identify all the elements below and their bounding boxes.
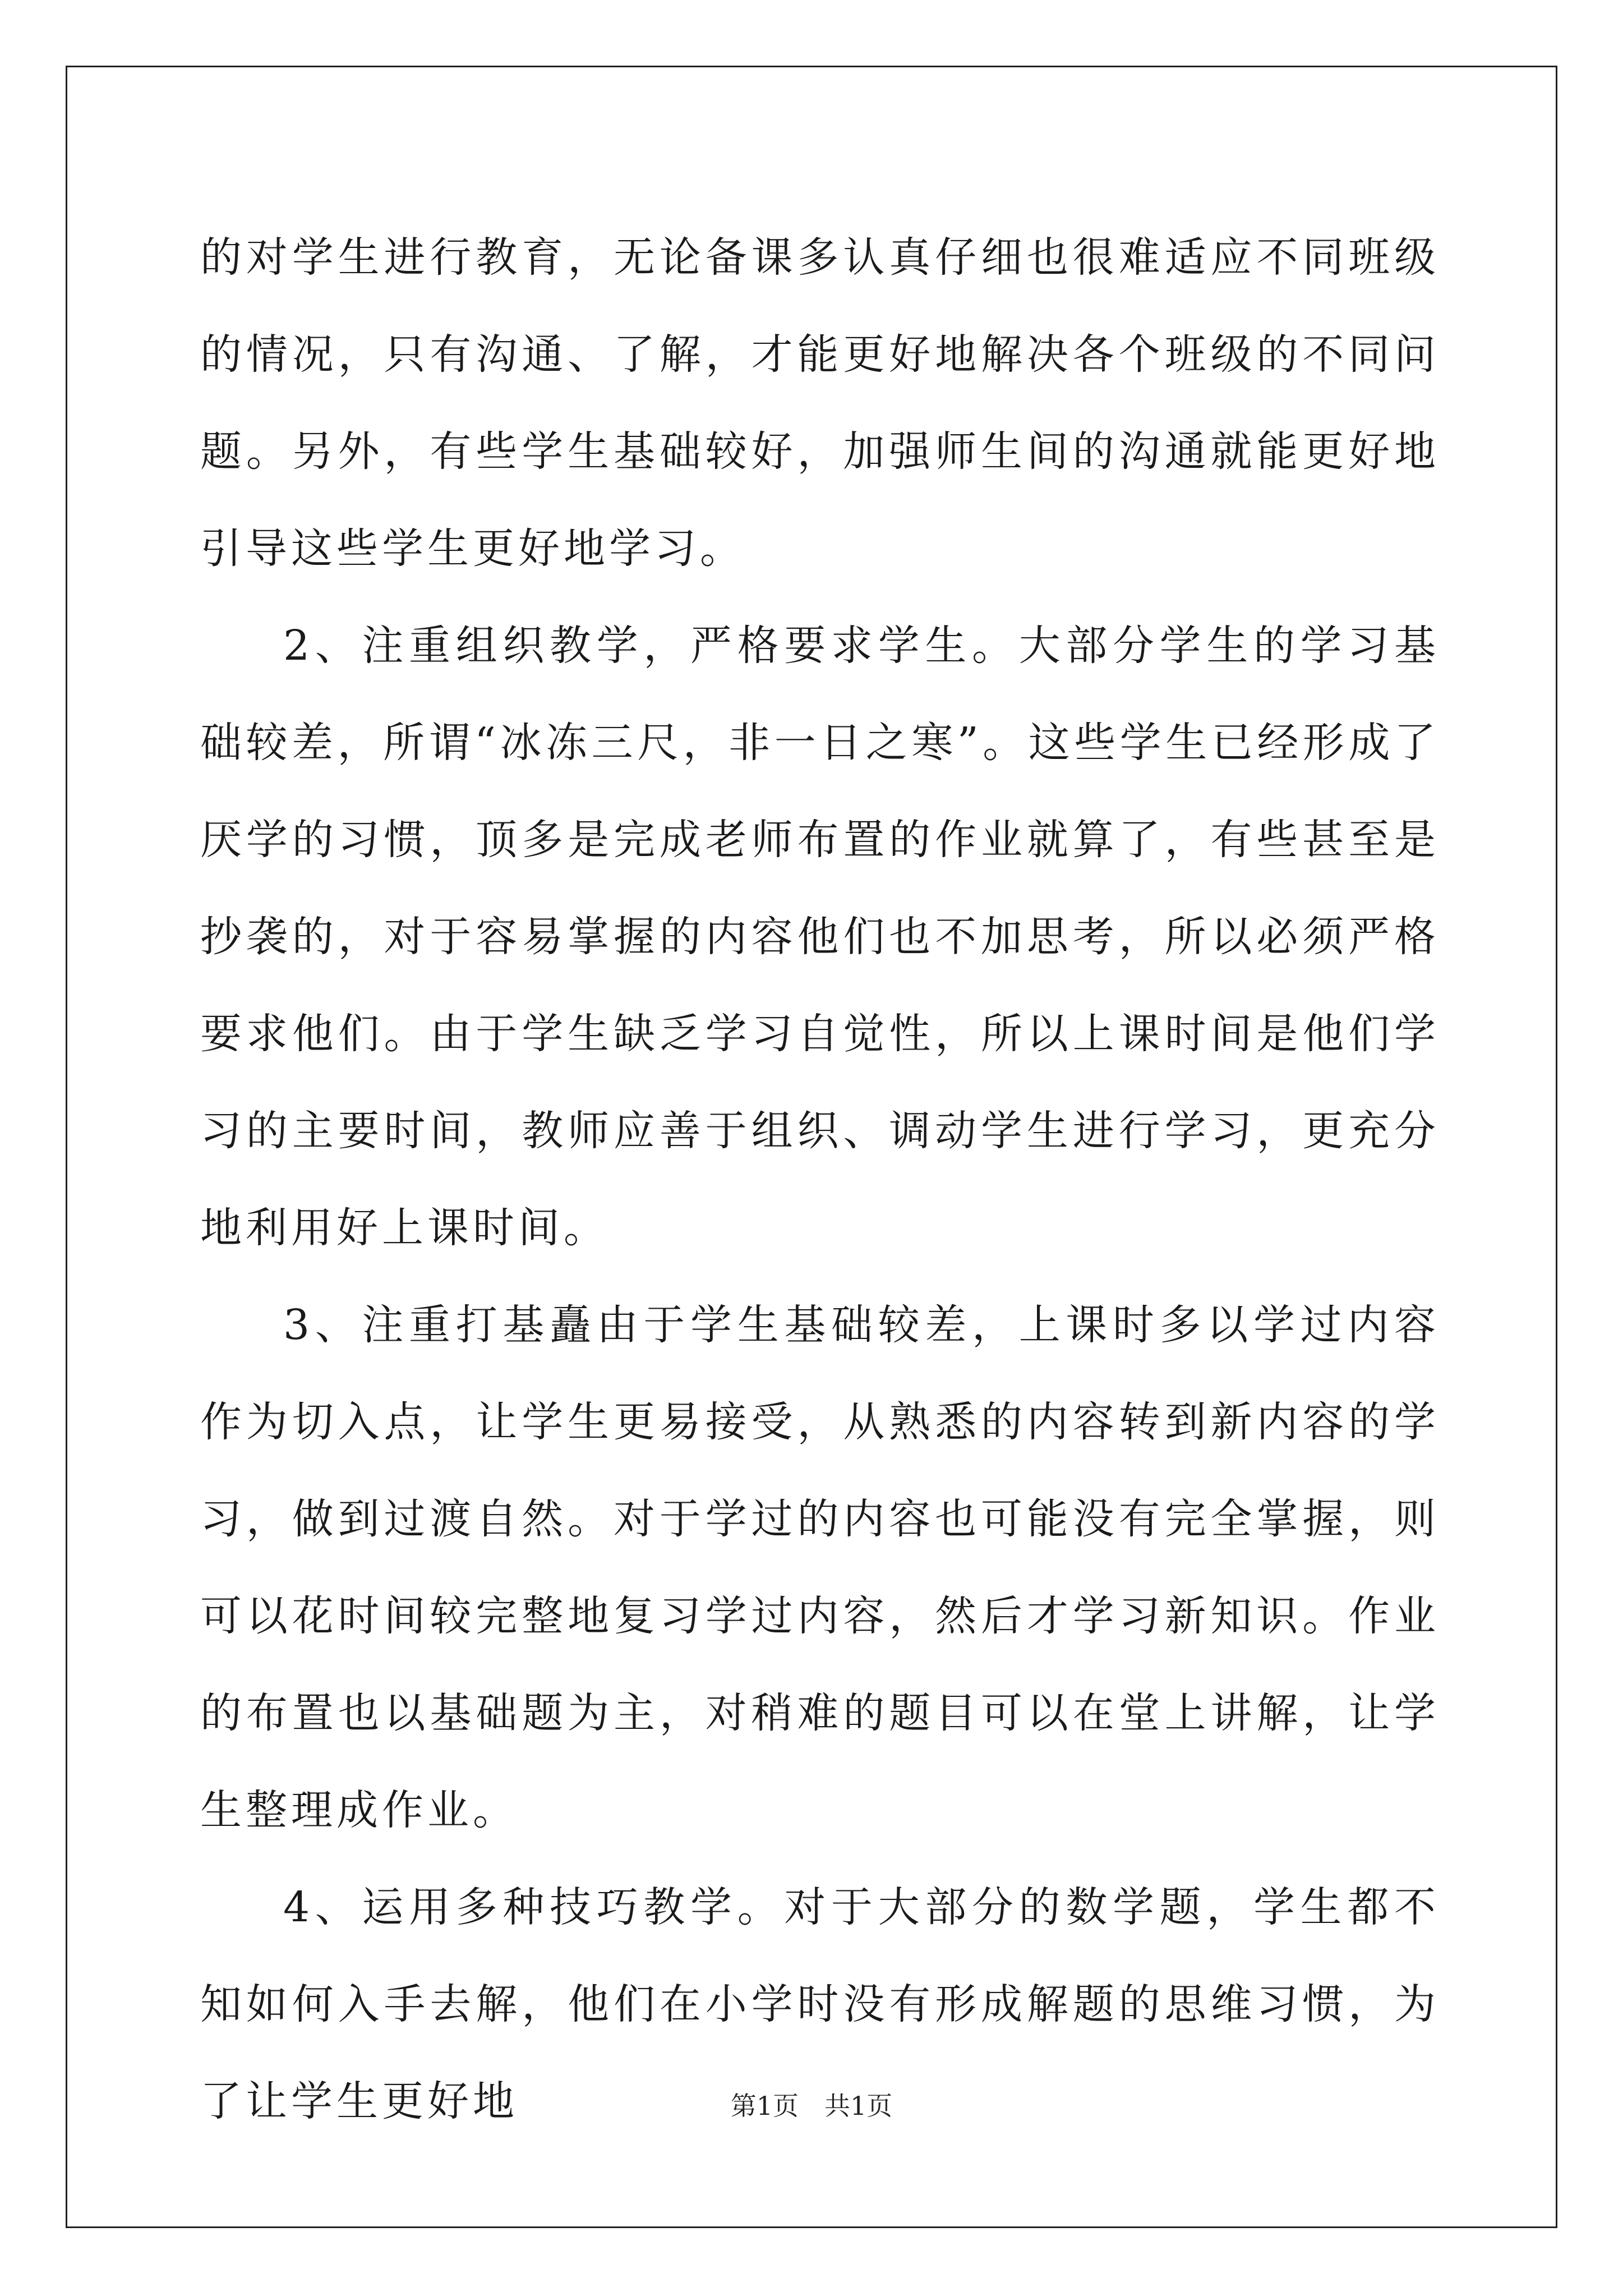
- page-number-footer: 第1页 共1页: [730, 2091, 893, 2121]
- paragraph-item-3: 3、注重打基矗由于学生基础较差，上课时多以学过内容作为切入点，让学生更易接受，从熟悉的内容转到新内容的学习，做到过渡自然。对于学过的内容也可能没有完全掌握，则可以花时间较完整地复习学过内容，然后才学习新知识。作业的布置也以基础题为主，对稍难的题目可以在堂上讲解，让学生整理成作业。: [200, 1301, 1440, 1834]
- paragraph-item-4: 4、运用多种技巧教学。对于大部分的数学题，学生都不知如何入手去解，他们在小学时没有形成解题的思维习惯，为了让学生更好地: [200, 1883, 1440, 2125]
- paragraph-continuation: 的对学生进行教育，无论备课多认真仔细也很难适应不同班级的情况，只有沟通、了解，才能更好地解决各个班级的不同问题。另外，有些学生基础较好，加强师生间的沟通就能更好地引导这些学生更好地学习。: [200, 233, 1440, 573]
- paragraph-item-2: 2、注重组织教学，严格要求学生。大部分学生的学习基础较差，所谓“冰冻三尺，非一日之寒”。这些学生已经形成了厌学的习惯，顶多是完成老师布置的作业就算了，有些甚至是抄袭的，对于容易掌握的内容他们也不加思考，所以必须严格要求他们。由于学生缺乏学习自觉性，所以上课时间是他们学习的主要时间，教师应善于组织、调动学生进行学习，更充分地利用好上课时间。: [200, 622, 1440, 1252]
- document-body: [200, 209, 1440, 2150]
